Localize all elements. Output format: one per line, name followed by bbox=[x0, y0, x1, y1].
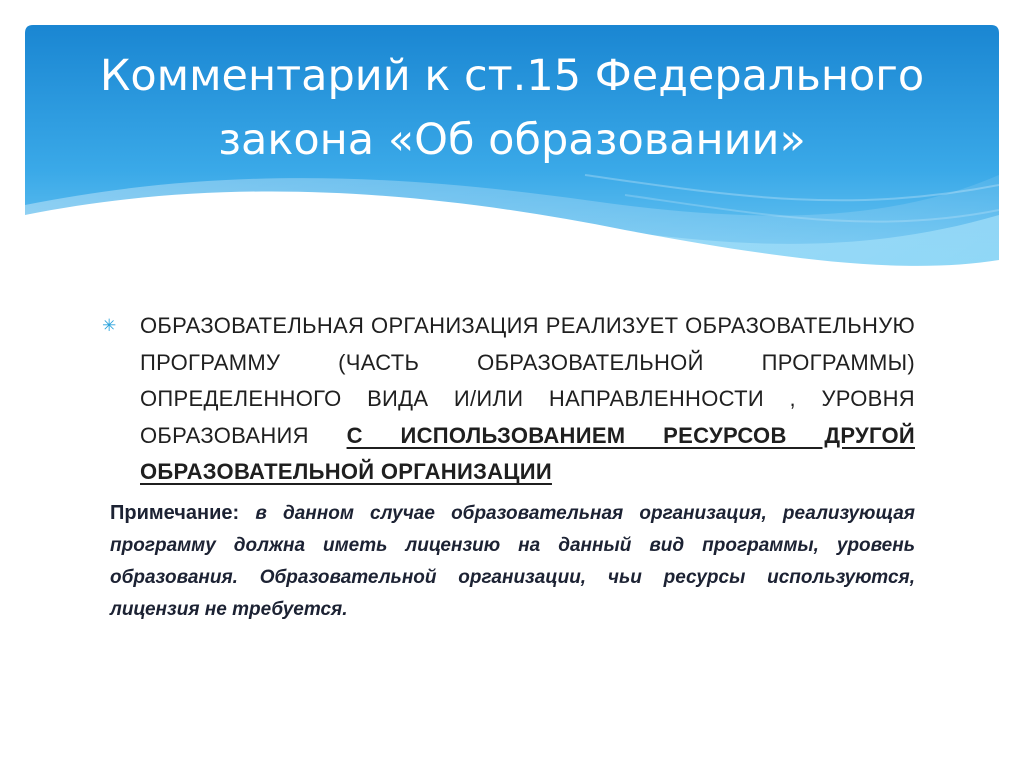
bullet-item bbox=[102, 308, 915, 491]
bullet-text-plain: ОБРАЗОВАТЕЛЬНАЯ ОРГАНИЗАЦИЯ РЕАЛИЗУЕТ ОБРАЗОВАТЕЛЬНУЮ ПРОГРАММУ (ЧАСТЬ ОБРАЗОВАТЕЛЬНОЙ ПРОГРАММЫ) ОПРЕДЕЛЕННОГО ВИДА И/ИЛИ НАПРАВЛЕННОСТИ , УРОВНЯ ОБРАЗОВАНИЯ bbox=[140, 313, 915, 448]
slide-title-line1: Комментарий к ст.15 Федерального bbox=[99, 51, 925, 101]
bullet-text-emphasis: С ИСПОЛЬЗОВАНИЕМ РЕСУРСОВ ДРУГОЙ ОБРАЗОВАТЕЛЬНОЙ ОРГАНИЗАЦИИ bbox=[140, 422, 915, 484]
bullet-text bbox=[140, 308, 915, 491]
note-paragraph bbox=[110, 497, 915, 626]
note-label: Примечание: bbox=[110, 501, 240, 524]
slide-body bbox=[102, 308, 915, 626]
note-text: в данном случае образовательная организация, реализующая программу должна иметь лицензию на данный вид программы, уровень образования. Образовательной организации, чьи ресурсы используются, лицензия не требуется. bbox=[110, 502, 915, 620]
asterisk-bullet-icon: ✳ bbox=[102, 316, 117, 335]
slide-title-line2: закона «Об образовании» bbox=[218, 115, 806, 165]
slide-title bbox=[25, 44, 999, 172]
